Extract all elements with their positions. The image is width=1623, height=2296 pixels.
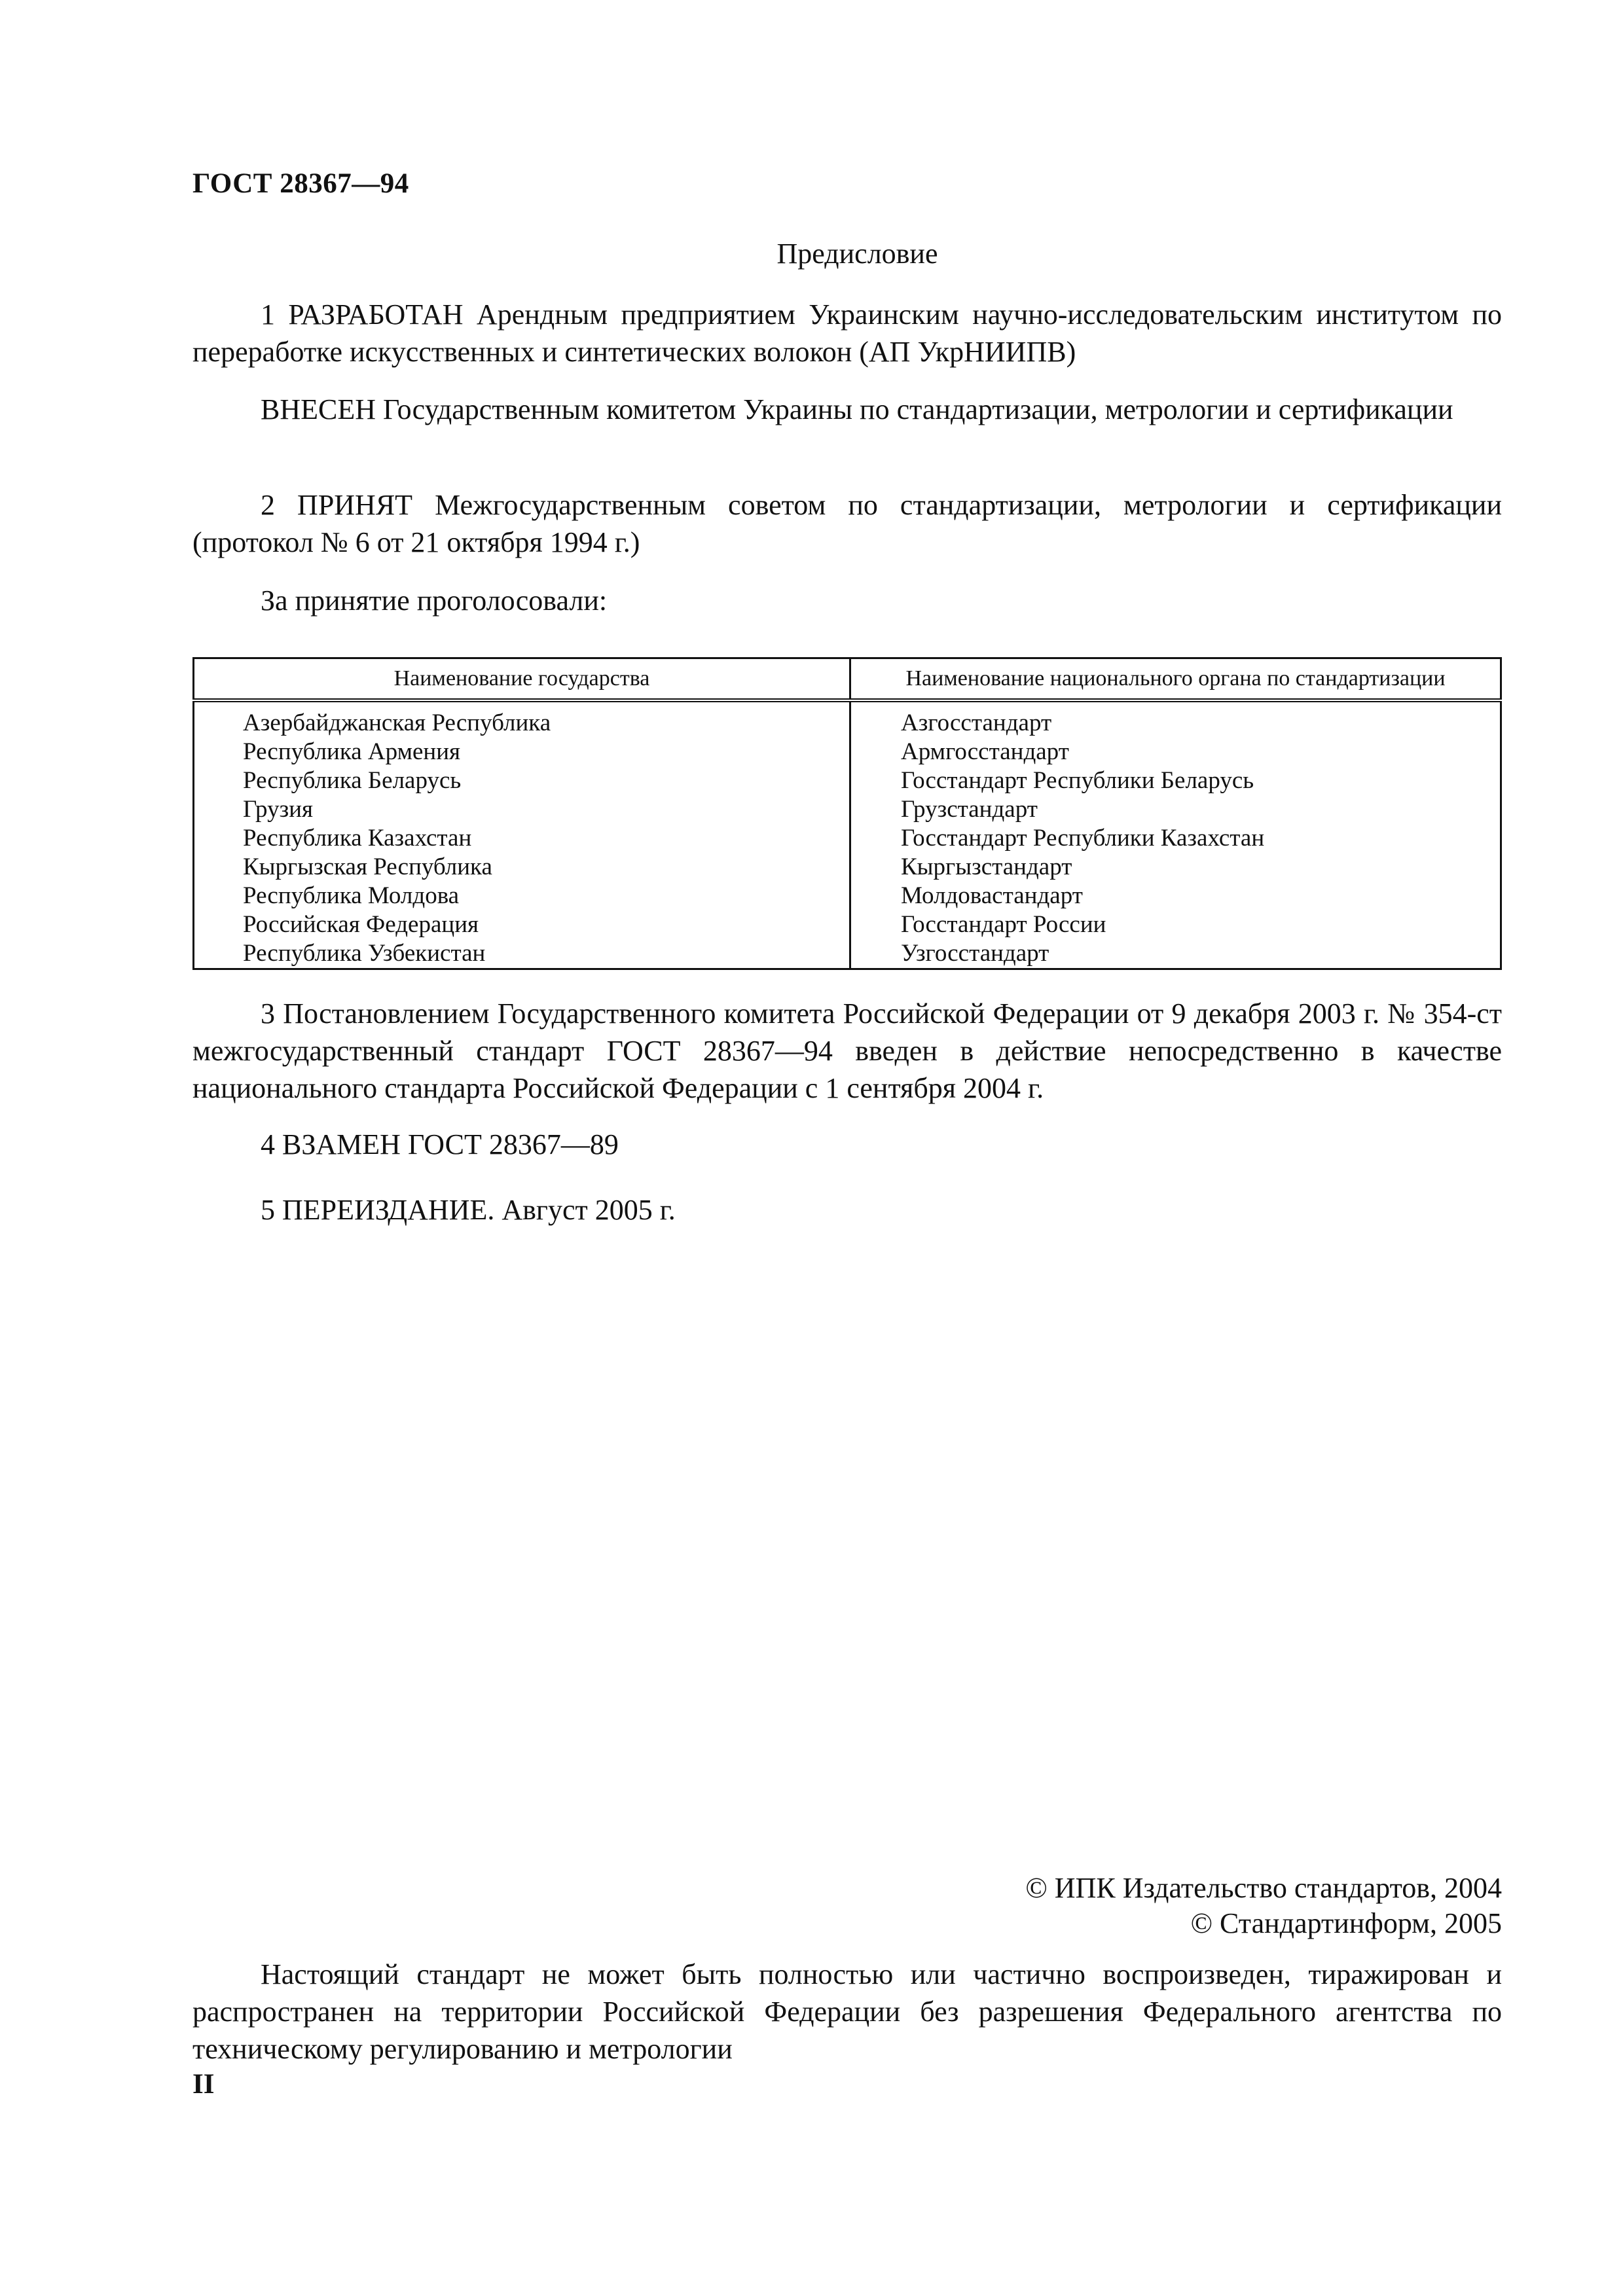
- list-item: Грузия: [243, 796, 314, 823]
- paragraph-adopted-by: 2 ПРИНЯТ Межгосударственным советом по стандартизации, метрологии и сертификации (протокол № 6 от 21 октября 1994 г.): [192, 489, 1502, 558]
- list-item: Госстандарт Республики Беларусь: [901, 767, 1254, 794]
- column-header-standards-body: Наименование национального органа по стандартизации: [850, 658, 1501, 701]
- list-item: Российская Федерация: [243, 911, 479, 938]
- table-body-row: [194, 700, 1501, 969]
- page-title: Предисловие: [776, 238, 938, 270]
- table-header-row: [194, 658, 1501, 701]
- copyright-line-standartinform: © Стандартинформ, 2005: [1190, 1907, 1502, 1939]
- column-header-state: Наименование государства: [194, 658, 850, 701]
- list-item: Республика Беларусь: [243, 767, 462, 794]
- list-item: Грузстандарт: [901, 796, 1038, 823]
- state-list: [194, 709, 849, 968]
- list-item: Кыргызстандарт: [901, 853, 1072, 880]
- paragraph-voted-for: За принятие проголосовали:: [261, 584, 608, 617]
- list-item: Республика Узбекистан: [243, 940, 486, 967]
- paragraph-resolution: 3 Постановлением Государственного комитета Российской Федерации от 9 декабря 2003 г. № 354-ст межгосударственный стандарт ГОСТ 28367—94 введен в действие непосредственно в качестве национального стандарта Российской Федерации с 1 сентября 2004 г.: [192, 997, 1502, 1104]
- list-item: Азгосстандарт: [901, 709, 1052, 736]
- paragraph-developed-by: 1 РАЗРАБОТАН Арендным предприятием Украинским научно-исследовательским институтом по переработке искусственных и синтетических волокон (АП УкрНИИПВ): [192, 298, 1502, 368]
- list-item: Узгосстандарт: [901, 940, 1049, 967]
- state-names-cell: [194, 700, 850, 969]
- reproduction-notice: Настоящий стандарт не может быть полностью или частично воспроизведен, тиражирован и распространен на территории Российской Федерации без разрешения Федерального агентства по техническому регулированию и метрологии: [192, 1958, 1502, 2065]
- list-item: Республика Казахстан: [243, 825, 472, 852]
- standards-bodies-cell: [850, 700, 1501, 969]
- standards-body-list: [851, 709, 1500, 968]
- paragraph-introduced-by: ВНЕСЕН Государственным комитетом Украины по стандартизации, метрологии и сертификации: [261, 393, 1453, 425]
- list-item: Кыргызская Республика: [243, 853, 492, 880]
- document-code: ГОСТ 28367—94: [192, 168, 409, 199]
- page-number: II: [192, 2069, 215, 2100]
- paragraph-replaces: 4 ВЗАМЕН ГОСТ 28367—89: [261, 1128, 619, 1160]
- list-item: Госстандарт России: [901, 911, 1106, 938]
- voting-states-table: [192, 657, 1502, 970]
- list-item: Азербайджанская Республика: [243, 709, 551, 736]
- copyright-block: [1025, 1871, 1502, 1941]
- list-item: Госстандарт Республики Казахстан: [901, 825, 1265, 852]
- paragraph-reissue: 5 ПЕРЕИЗДАНИЕ. Август 2005 г.: [261, 1194, 676, 1226]
- copyright-line-publisher: © ИПК Издательство стандартов, 2004: [1025, 1872, 1502, 1904]
- list-item: Молдовастандарт: [901, 882, 1083, 909]
- list-item: Республика Армения: [243, 738, 461, 765]
- list-item: Армгосстандарт: [901, 738, 1069, 765]
- list-item: Республика Молдова: [243, 882, 460, 909]
